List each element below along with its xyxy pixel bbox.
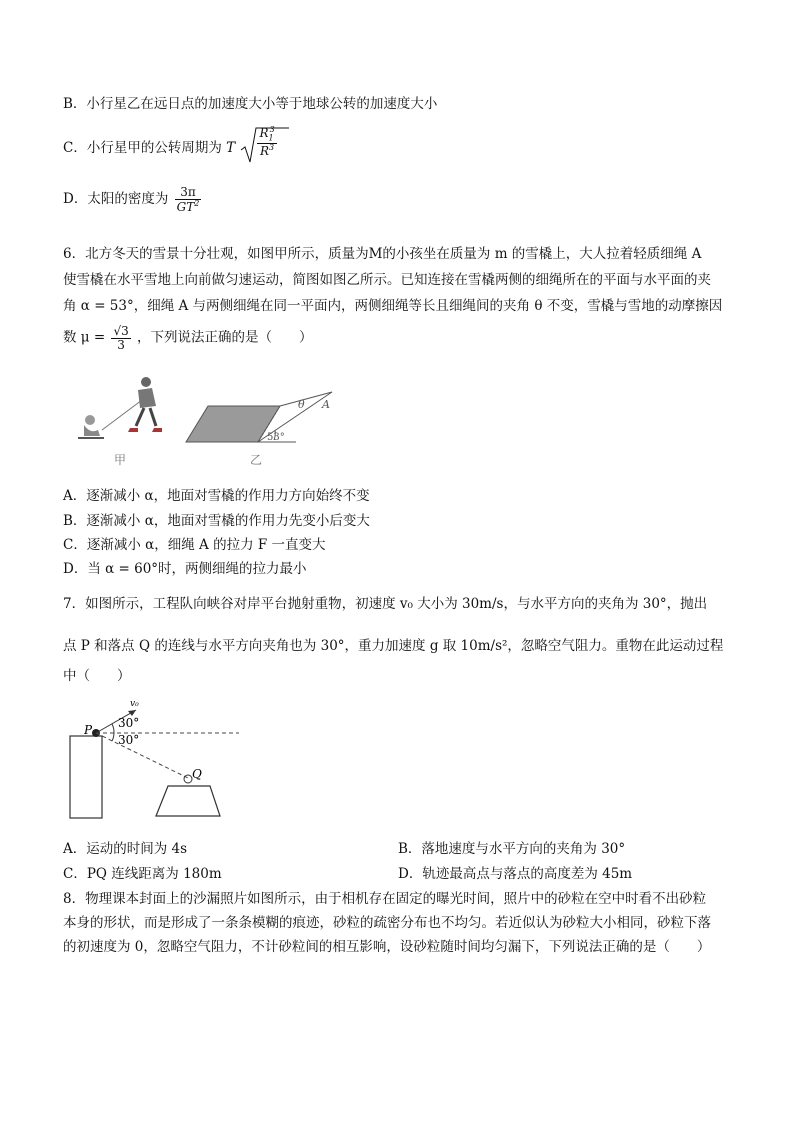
q5-option-d-text: D．太阳的密度为	[63, 191, 169, 208]
q7-stem-line3: 中（ ）	[63, 668, 131, 684]
q7-option-b: B．落地速度与水平方向的夹角为 30°	[398, 841, 626, 857]
point-q	[184, 775, 192, 783]
q5-option-c-numerator: $R_1^3$	[259, 125, 275, 143]
figure-label-jia: 甲	[114, 453, 127, 467]
sqrt-sign	[239, 126, 289, 166]
q6-stem-tail: ，下列说法正确的是（ ）	[137, 329, 313, 346]
label-p: P	[84, 723, 93, 737]
q6-mu-label: 数 μ =	[63, 329, 106, 346]
q8-stem-line3: 的初速度为 0，忽略空气阻力，不计砂粒间的相互影响，设砂粒随时间均匀漏下，下列说法正确的是（ ）	[63, 939, 711, 955]
q6-option-a: A．逐渐减小 α，地面对雪橇的作用力方向始终不变	[63, 488, 370, 504]
q6-figure	[70, 372, 340, 472]
figure-label-yi: 乙	[250, 453, 263, 467]
q5-option-d-fraction	[175, 186, 202, 213]
label-q: Q	[192, 767, 202, 781]
q7-figure	[64, 692, 244, 822]
figure-rope-a-label: A	[322, 398, 330, 411]
q6-option-c: C．逐渐减小 α，细绳 A 的拉力 F 一直变大	[63, 537, 326, 553]
q7-option-c: C．PQ 连线距离为 180m	[63, 866, 222, 882]
q7-option-a: A．运动的时间为 4s	[63, 841, 188, 857]
label-angle-lower: 30°	[118, 733, 140, 747]
q5-option-d	[63, 186, 203, 213]
label-v0: v₀	[130, 699, 139, 709]
q8-stem-line1: 8．物理课本封面上的沙漏照片如图所示，由于相机存在固定的曝光时间，照片中的砂粒在空中时看不出砂粒	[63, 891, 707, 907]
figure-jia-illustration	[78, 377, 162, 438]
q5-option-d-numerator: 3π	[175, 186, 202, 200]
q5-option-c-denominator: $R^3$	[260, 142, 275, 158]
q6-stem-line3: 角 α = 53°，细绳 A 与两侧细绳在同一平面内，两侧细绳等长且细绳间的夹角 θ 不变，雪橇与雪地的动摩擦因	[63, 298, 723, 314]
cliff-left	[70, 736, 102, 818]
q5-option-c	[63, 126, 279, 166]
q6-mu-denominator: 3	[117, 337, 125, 352]
q6-option-d: D．当 α = 60°时，两侧细绳的拉力最小	[63, 561, 307, 577]
platform-right	[156, 786, 220, 816]
q6-stem-line2: 使雪橇在水平雪地上向前做匀速运动，简图如图乙所示。已知连接在雪橇两侧的细绳所在的平面与水平面的夹	[63, 272, 711, 288]
q8-stem-line2: 本身的形状，而是形成了一条条模糊的痕迹，砂粒的疏密分布也不均匀。若近似认为砂粒大小相同，砂粒下落	[63, 915, 711, 931]
q5-option-c-text: C．小行星甲的公转周期为	[63, 140, 222, 156]
figure-yi-sled-diagram	[186, 392, 332, 442]
figure-theta-label: θ	[298, 398, 305, 411]
q6-mu-fraction	[111, 325, 130, 351]
q5-option-c-sqrt	[239, 126, 278, 157]
q5-option-c-T: T	[226, 140, 236, 156]
q7-option-d: D．轨迹最高点与落点的高度差为 45m	[398, 866, 633, 882]
q5-option-b: B．小行星乙在远日点的加速度大小等于地球公转的加速度大小	[63, 96, 438, 112]
q6-option-b: B．逐渐减小 α，地面对雪橇的作用力先变小后变大	[63, 513, 370, 529]
q7-stem-line1: 7．如图所示，工程队向峡谷对岸平台抛射重物，初速度 v₀ 大小为 30m/s，与水平方向的夹角为 30°，抛出	[63, 596, 708, 612]
q6-stem-line1: 6．北方冬天的雪景十分壮观，如图甲所示，质量为M的小孩坐在质量为 m 的雪橇上，大人拉着轻质细绳 A	[63, 246, 702, 262]
label-angle-upper: 30°	[118, 716, 140, 730]
q6-stem-line4	[63, 325, 313, 351]
q7-stem-line2: 点 P 和落点 Q 的连线与水平方向夹角也为 30°，重力加速度 g 取 10m/s²，忽略空气阻力。重物在此运动过程	[63, 638, 724, 654]
q6-mu-numerator: √3	[113, 324, 129, 338]
figure-angle-label: 53°	[267, 432, 285, 443]
q5-option-d-denominator: $GT^2$	[176, 198, 200, 214]
